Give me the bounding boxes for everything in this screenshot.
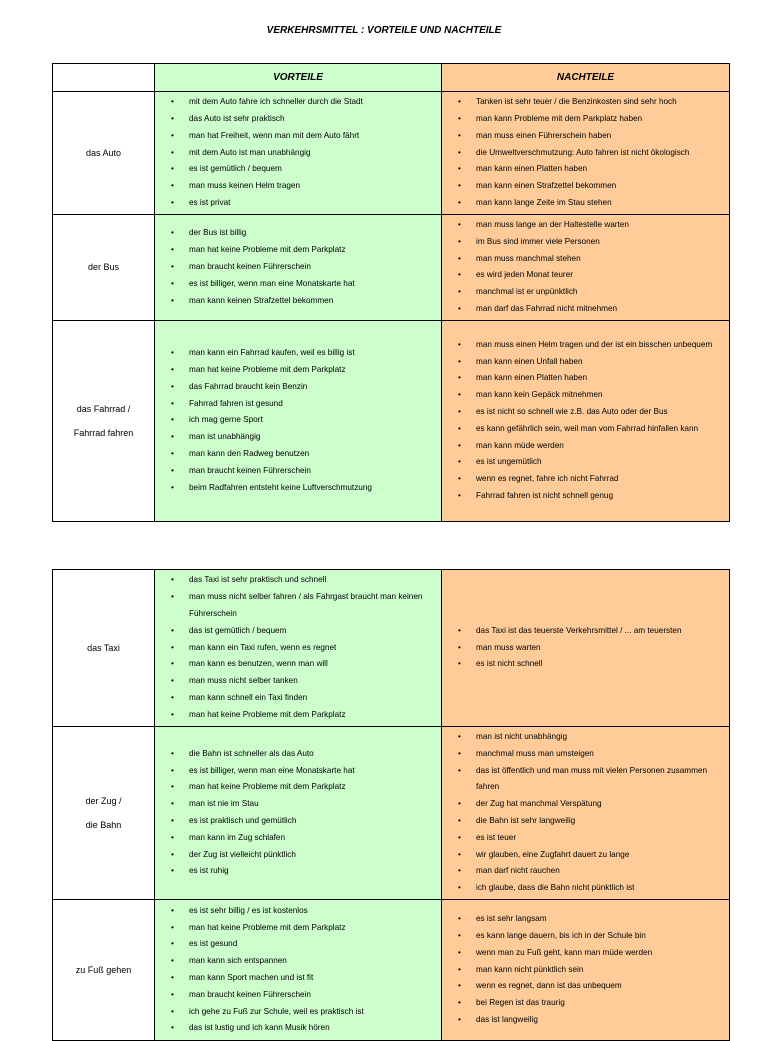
- list-item: • ich glaube, dass die Bahn nicht pünktlich ist: [452, 880, 725, 897]
- list-item: • es ist ungemütlich: [452, 454, 725, 471]
- cons-cell: [442, 320, 730, 521]
- document-title: VERKEHRSMITTEL : VORTEILE UND NACHTEILE: [266, 25, 502, 36]
- list-item: • man kann lange Zeite im Stau stehen: [452, 195, 725, 212]
- list-item: • man kann ein Fahrrad kaufen, weil es billig ist: [165, 345, 437, 362]
- list-item: • man hat keine Probleme mit dem Parkplatz: [165, 920, 437, 937]
- table-row: [53, 92, 730, 215]
- topic-cell: [53, 899, 155, 1040]
- topic-cell: [53, 727, 155, 900]
- list-item: • ich mag gerne Sport: [165, 412, 437, 429]
- list-item: • man muss einen Helm tragen und der ist ein bisschen unbequem: [452, 337, 725, 354]
- list-item: • das Taxi ist sehr praktisch und schnell: [165, 572, 437, 589]
- list-item: • wenn es regnet, fahre ich nicht Fahrrad: [452, 471, 725, 488]
- list-item: • die Bahn ist sehr langweilig: [452, 813, 725, 830]
- list-item: • man hat keine Probleme mit dem Parkplatz: [165, 707, 437, 724]
- list-item: • man hat Freiheit, wenn man mit dem Auto fährt: [165, 128, 437, 145]
- cons-cell: [442, 92, 730, 215]
- list-item: • man kann ein Taxi rufen, wenn es regnet: [165, 640, 437, 657]
- cons-cell: [442, 899, 730, 1040]
- list-item: • man muss lange an der Haltestelle warten: [452, 217, 725, 234]
- list-item: • man kann im Zug schlafen: [165, 830, 437, 847]
- list-item: • der Zug hat manchmal Verspätung: [452, 796, 725, 813]
- list-item: • es ist nicht so schnell wie z.B. das Auto oder der Bus: [452, 404, 725, 421]
- list-item: • es ist nicht schnell: [452, 656, 725, 673]
- list-item: • das Fahrrad braucht kein Benzin: [165, 379, 437, 396]
- list-item: • mit dem Auto ist man unabhängig: [165, 145, 437, 162]
- cons-cell: [442, 215, 730, 321]
- header-nachteile: NACHTEILE: [442, 64, 730, 92]
- list-item: • das ist gemütlich / bequem: [165, 623, 437, 640]
- pros-cell: [155, 899, 442, 1040]
- list-item: • man kann einen Platten haben: [452, 161, 725, 178]
- list-item: • man muss manchmal stehen: [452, 251, 725, 268]
- list-item: • man hat keine Probleme mit dem Parkplatz: [165, 242, 437, 259]
- list-item: • man muss warten: [452, 640, 725, 657]
- list-item: • das ist langweilig: [452, 1012, 725, 1029]
- table-row: [53, 570, 730, 727]
- list-item: • man kann es benutzen, wenn man will: [165, 656, 437, 673]
- list-item: • man muss nicht selber fahren / als Fahrgast braucht man keinen Führerschein: [165, 589, 437, 623]
- cons-cell: [442, 727, 730, 900]
- cons-list: [442, 621, 729, 675]
- list-item: • es wird jeden Monat teurer: [452, 267, 725, 284]
- list-item: • man ist unabhängig: [165, 429, 437, 446]
- topic-label: das Taxi: [87, 643, 120, 653]
- list-item: • man ist nicht unabhängig: [452, 729, 725, 746]
- list-item: • es ist gesund: [165, 936, 437, 953]
- topic-label: zu Fuß gehen: [75, 964, 132, 975]
- list-item: • man muss einen Führerschein haben: [452, 128, 725, 145]
- list-item: • man ist nie im Stau: [165, 796, 437, 813]
- list-item: • es ist gemütlich / bequem: [165, 161, 437, 178]
- topic-cell: [53, 92, 155, 215]
- list-item: • wenn man zu Fuß geht, kann man müde werden: [452, 945, 725, 962]
- list-item: • man hat keine Probleme mit dem Parkplatz: [165, 362, 437, 379]
- table-row: [53, 727, 730, 900]
- topic-cell: [53, 570, 155, 727]
- list-item: • das Taxi ist das teuerste Verkehrsmittel / ... am teuersten: [452, 623, 725, 640]
- topic-label: der Zug /: [85, 795, 122, 806]
- topic-cell: [53, 215, 155, 321]
- list-item: • man kann kein Gepäck mitnehmen: [452, 387, 725, 404]
- pros-list: [155, 92, 441, 214]
- list-item: • man kann nicht pünktlich sein: [452, 962, 725, 979]
- list-item: • man kann den Radweg benutzen: [165, 446, 437, 463]
- list-item: • manchmal ist er unpünktlich: [452, 284, 725, 301]
- cons-list: [442, 335, 729, 507]
- list-item: • beim Radfahren entsteht keine Luftverschmutzung: [165, 480, 437, 497]
- list-item: • man kann einen Strafzettel bekommen: [452, 178, 725, 195]
- cons-list: [442, 909, 729, 1031]
- list-item: • das ist öffentlich und man muss mit vielen Personen zusammen fahren: [452, 763, 725, 797]
- list-item: • der Zug ist vielleicht pünktlich: [165, 847, 437, 864]
- topic-label: der Bus: [87, 262, 120, 273]
- list-item: • man braucht keinen Führerschein: [165, 987, 437, 1004]
- topic-label: das Fahrrad /: [76, 403, 131, 414]
- list-item: • man kann einen Platten haben: [452, 370, 725, 387]
- table-row: [53, 215, 730, 321]
- list-item: • es ist billiger, wenn man eine Monatskarte hat: [165, 763, 437, 780]
- list-item: • es ist ruhig: [165, 863, 437, 880]
- pros-list: [155, 744, 441, 882]
- table-header-row: [53, 64, 730, 92]
- topic-label: die Bahn: [85, 819, 122, 830]
- list-item: • es ist sehr billig / es ist kostenlos: [165, 903, 437, 920]
- list-item: • man muss nicht selber tanken: [165, 673, 437, 690]
- list-item: • mit dem Auto fahre ich schneller durch die Stadt: [165, 94, 437, 111]
- list-item: • das Auto ist sehr praktisch: [165, 111, 437, 128]
- table-row: [53, 899, 730, 1040]
- list-item: • es ist privat: [165, 195, 437, 212]
- header-vorteile: VORTEILE: [155, 64, 442, 92]
- pros-cell: [155, 570, 442, 727]
- list-item: • es ist praktisch und gemütlich: [165, 813, 437, 830]
- list-item: • wenn es regnet, dann ist das unbequem: [452, 978, 725, 995]
- cons-list: [442, 727, 729, 899]
- list-item: • ich gehe zu Fuß zur Schule, weil es praktisch ist: [165, 1004, 437, 1021]
- pros-list: [155, 343, 441, 498]
- topic-label: das Auto: [85, 148, 122, 158]
- list-item: • die Umweltverschmutzung: Auto fahren ist nicht ökologisch: [452, 145, 725, 162]
- list-item: • wir glauben, eine Zugfahrt dauert zu lange: [452, 847, 725, 864]
- list-item: • man kann keinen Strafzettel bekommen: [165, 293, 437, 310]
- table-row: [53, 320, 730, 521]
- list-item: • Fahrrad fahren ist nicht schnell genug: [452, 488, 725, 505]
- list-item: • Tanken ist sehr teuer / die Benzinkosten sind sehr hoch: [452, 94, 725, 111]
- list-item: • man kann sich entspannen: [165, 953, 437, 970]
- pros-cell: [155, 727, 442, 900]
- pros-list: [155, 901, 441, 1039]
- list-item: • man braucht keinen Führerschein: [165, 463, 437, 480]
- list-item: • Fahrrad fahren ist gesund: [165, 396, 437, 413]
- list-item: • man kann Probleme mit dem Parkplatz haben: [452, 111, 725, 128]
- comparison-table-2: [52, 569, 730, 1041]
- pros-cell: [155, 215, 442, 321]
- cons-list: [442, 92, 729, 214]
- list-item: • es kann gefährlich sein, weil man vom Fahrrad hinfallen kann: [452, 421, 725, 438]
- list-item: • das ist lustig und ich kann Musik hören: [165, 1020, 437, 1037]
- list-item: • man kann schnell ein Taxi finden: [165, 690, 437, 707]
- list-item: • man darf nicht rauchen: [452, 863, 725, 880]
- list-item: • man kann einen Unfall haben: [452, 354, 725, 371]
- list-item: • man muss keinen Helm tragen: [165, 178, 437, 195]
- pros-list: [155, 223, 441, 311]
- cons-cell: [442, 570, 730, 727]
- list-item: • man kann Sport machen und ist fit: [165, 970, 437, 987]
- list-item: • die Bahn ist schneller als das Auto: [165, 746, 437, 763]
- pros-cell: [155, 320, 442, 521]
- list-item: • manchmal muss man umsteigen: [452, 746, 725, 763]
- list-item: • man braucht keinen Führerschein: [165, 259, 437, 276]
- pros-cell: [155, 92, 442, 215]
- list-item: • es ist billiger, wenn man eine Monatskarte hat: [165, 276, 437, 293]
- list-item: • es ist sehr langsam: [452, 911, 725, 928]
- topic-cell: [53, 320, 155, 521]
- pros-list: [155, 570, 441, 725]
- topic-label: Fahrrad fahren: [73, 427, 134, 438]
- comparison-table-1: [52, 63, 730, 522]
- empty-header-cell: [53, 64, 155, 92]
- list-item: • es kann lange dauern, bis ich in der Schule bin: [452, 928, 725, 945]
- list-item: • man kann müde werden: [452, 438, 725, 455]
- cons-list: [442, 215, 729, 320]
- list-item: • im Bus sind immer viele Personen: [452, 234, 725, 251]
- list-item: • man hat keine Probleme mit dem Parkplatz: [165, 779, 437, 796]
- list-item: • man darf das Fahrrad nicht mitnehmen: [452, 301, 725, 318]
- list-item: • der Bus ist billig: [165, 225, 437, 242]
- list-item: • bei Regen ist das traurig: [452, 995, 725, 1012]
- list-item: • es ist teuer: [452, 830, 725, 847]
